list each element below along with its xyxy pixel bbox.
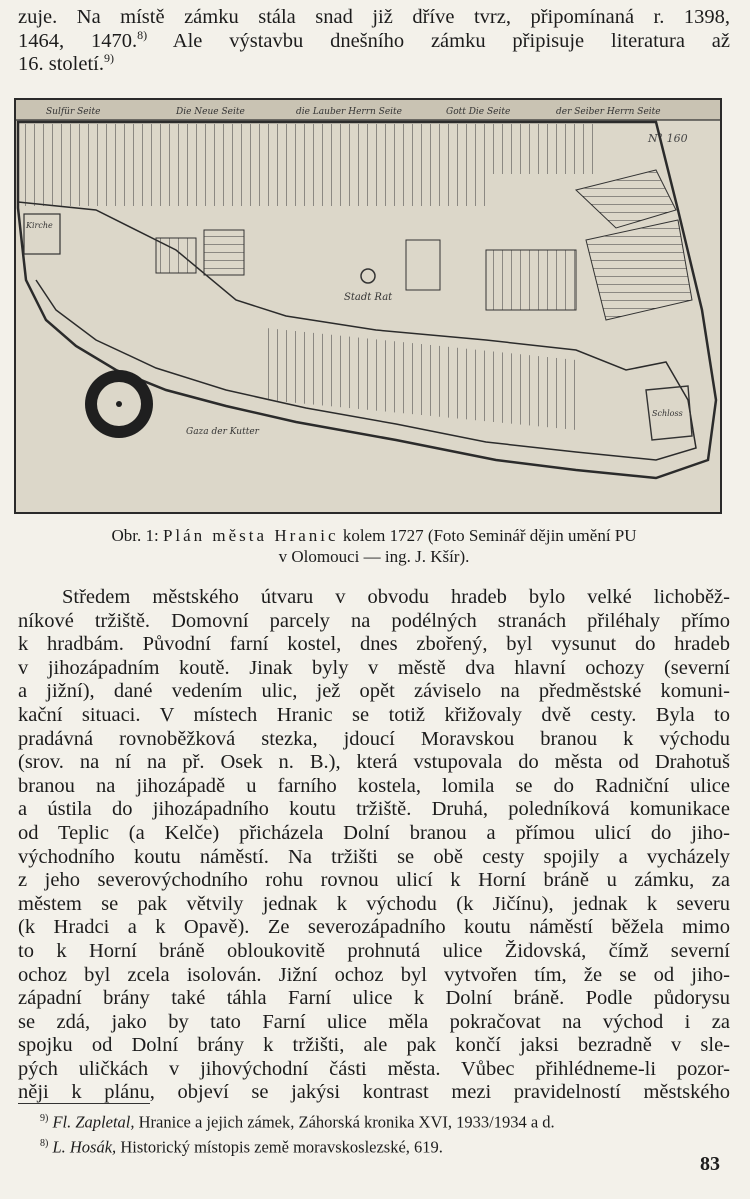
body-line: níkové tržiště. Domovní parcely na podélných stranách přiléhaly přímo [18, 609, 730, 632]
footnote-mark: 9) [40, 1113, 49, 1124]
body-line: kační situaci. V místech Hranic se totiž křižovaly dvě cesty. Byla to [18, 703, 730, 726]
body-line: městem se pak větvily jednak k východu (k Jičínu), jednak k severu [18, 892, 730, 915]
body-line: to k Horní bráně obloukovitě prohnutá ulice Židovská, čímž severní [18, 939, 730, 962]
town-plan-drawing [16, 100, 720, 512]
town-hall-label: Stadt Rat [344, 292, 393, 303]
town-plan-figure [14, 98, 722, 514]
footnote-ref-9[interactable]: 9) [103, 51, 114, 66]
caption-title: Plán města Hranic [162, 526, 339, 545]
figure-caption [18, 525, 730, 567]
footnote-9 [40, 1108, 740, 1133]
plan-header-label-1: Sulfür Seite [46, 107, 101, 117]
body-line: východního koutu náměstí. Na tržišti se obě cesty spojily a vycházely [18, 845, 730, 868]
body-line: z jeho severovýchodního rohu rovnou ulicí k Horní bráně u zámku, za [18, 869, 730, 892]
intro-line-1: zuje. Na místě zámku stála snad již dříve tvrz, připomínaná r. 1398, [18, 6, 730, 28]
body-line: (k Hradci a k Opavě). Ze severozápadního koutu náměstí běžela mimo [18, 916, 730, 939]
body-line: pradávná rovnoběžková stezka, jdoucí Moravskou branou k východu [18, 727, 730, 750]
caption-prefix: Obr. 1: [111, 526, 163, 545]
body-paragraph [18, 586, 730, 1105]
body-line: branou na jihozápadě u farního kostela, lomila se do Radniční ulice [18, 774, 730, 797]
body-line: západní brány také táhla Farní ulice k Dolní bráně. Podle půdorysu [18, 987, 730, 1010]
plan-number-label: N° 160 [648, 132, 688, 145]
footnote-author: L. Hosák, [52, 1137, 117, 1156]
intro-line-2-start: 1464, 1470. [18, 29, 138, 52]
plan-header-label-4: Gott Die Seite [446, 107, 511, 117]
footnote-text: Historický místopis země moravskoslezské, 619. [116, 1137, 443, 1156]
intro-line-3-text: 16. století. [18, 53, 104, 75]
intro-paragraph [18, 6, 730, 77]
plan-header-label-2: Die Neue Seite [176, 107, 245, 117]
inner-block-west-2 [156, 238, 196, 273]
body-line: v jihozápadním koutě. Jinak byly v městě dva hlavní ochozy (severní [18, 656, 730, 679]
north-parcels [20, 124, 490, 206]
intro-line-2 [18, 27, 731, 54]
body-line: k hradbám. Původní farní kostel, dnes zbořený, byl vysunut do hradeb [18, 633, 730, 656]
church-label: Kirche [26, 221, 53, 230]
intro-line-2-rest: Ale výstavbu dnešního zámku připisuje literatura až [147, 29, 731, 52]
caption-rest: kolem 1727 (Foto Seminář dějin umění PU [338, 526, 637, 545]
caption-line-2: v Olomouci — ing. J. Kšír). [278, 547, 470, 566]
body-line: Středem městského útvaru v obvodu hradeb bylo velké lichoběž- [62, 586, 730, 608]
body-line: od Teplic (a Kelče) přicházela Dolní branou a přímou ulicí do jiho- [18, 821, 730, 844]
body-line: pých uličkách v jihovýchodní části města. Vůbec přihlédneme-li pozor- [18, 1057, 730, 1080]
body-line: (srov. na ní na př. Osek n. B.), která vstupovala do města od Drahotuš [18, 751, 730, 774]
footnote-text: Hranice a jejich zámek, Záhorská kronika XVI, 1933/1934 a d. [134, 1112, 555, 1132]
body-line: a jižní), dané vedením ulic, jež opět záviselo na předměstské komuni- [18, 680, 730, 703]
body-line: ochoz byl zcela isolován. Jižní ochoz byl vytvořen tím, že se od jiho- [18, 963, 730, 986]
footnote-mark: 8) [40, 1137, 49, 1149]
page-number: 83 [700, 1153, 720, 1175]
footnotes [40, 1108, 740, 1157]
inner-block-west-1 [204, 230, 244, 275]
footnote-author: Fl. Zapletal, [52, 1112, 135, 1132]
body-line: něji k plánu, objeví se jakýsi kontrast mezi pravidelností městského [18, 1081, 730, 1104]
footnote-8 [40, 1133, 740, 1158]
inner-block-east [486, 250, 576, 310]
plan-header-label-5: der Seiber Herrn Seite [556, 107, 661, 117]
body-line: a ústila do jihozápadního koutu tržiště. Druhá, poledníková komunikace [18, 798, 730, 821]
northeast-parcels [490, 124, 600, 174]
body-line: se zdá, jako by tato Farní ulice měla pokračovat na východ i za [18, 1010, 730, 1033]
plan-header-label-3: die Lauber Herrn Seite [296, 107, 402, 117]
intro-line-3 [18, 53, 730, 77]
footnote-rule [18, 1103, 150, 1104]
body-line: spojku od Dolní brány k tržišti, ale pak končí jaksi bezradně v sle- [18, 1034, 730, 1057]
plan-bottom-label: Gaza der Kutter [186, 427, 259, 437]
castle-label: Schloss [652, 409, 683, 418]
footnote-ref-8[interactable]: 8) [137, 27, 148, 42]
